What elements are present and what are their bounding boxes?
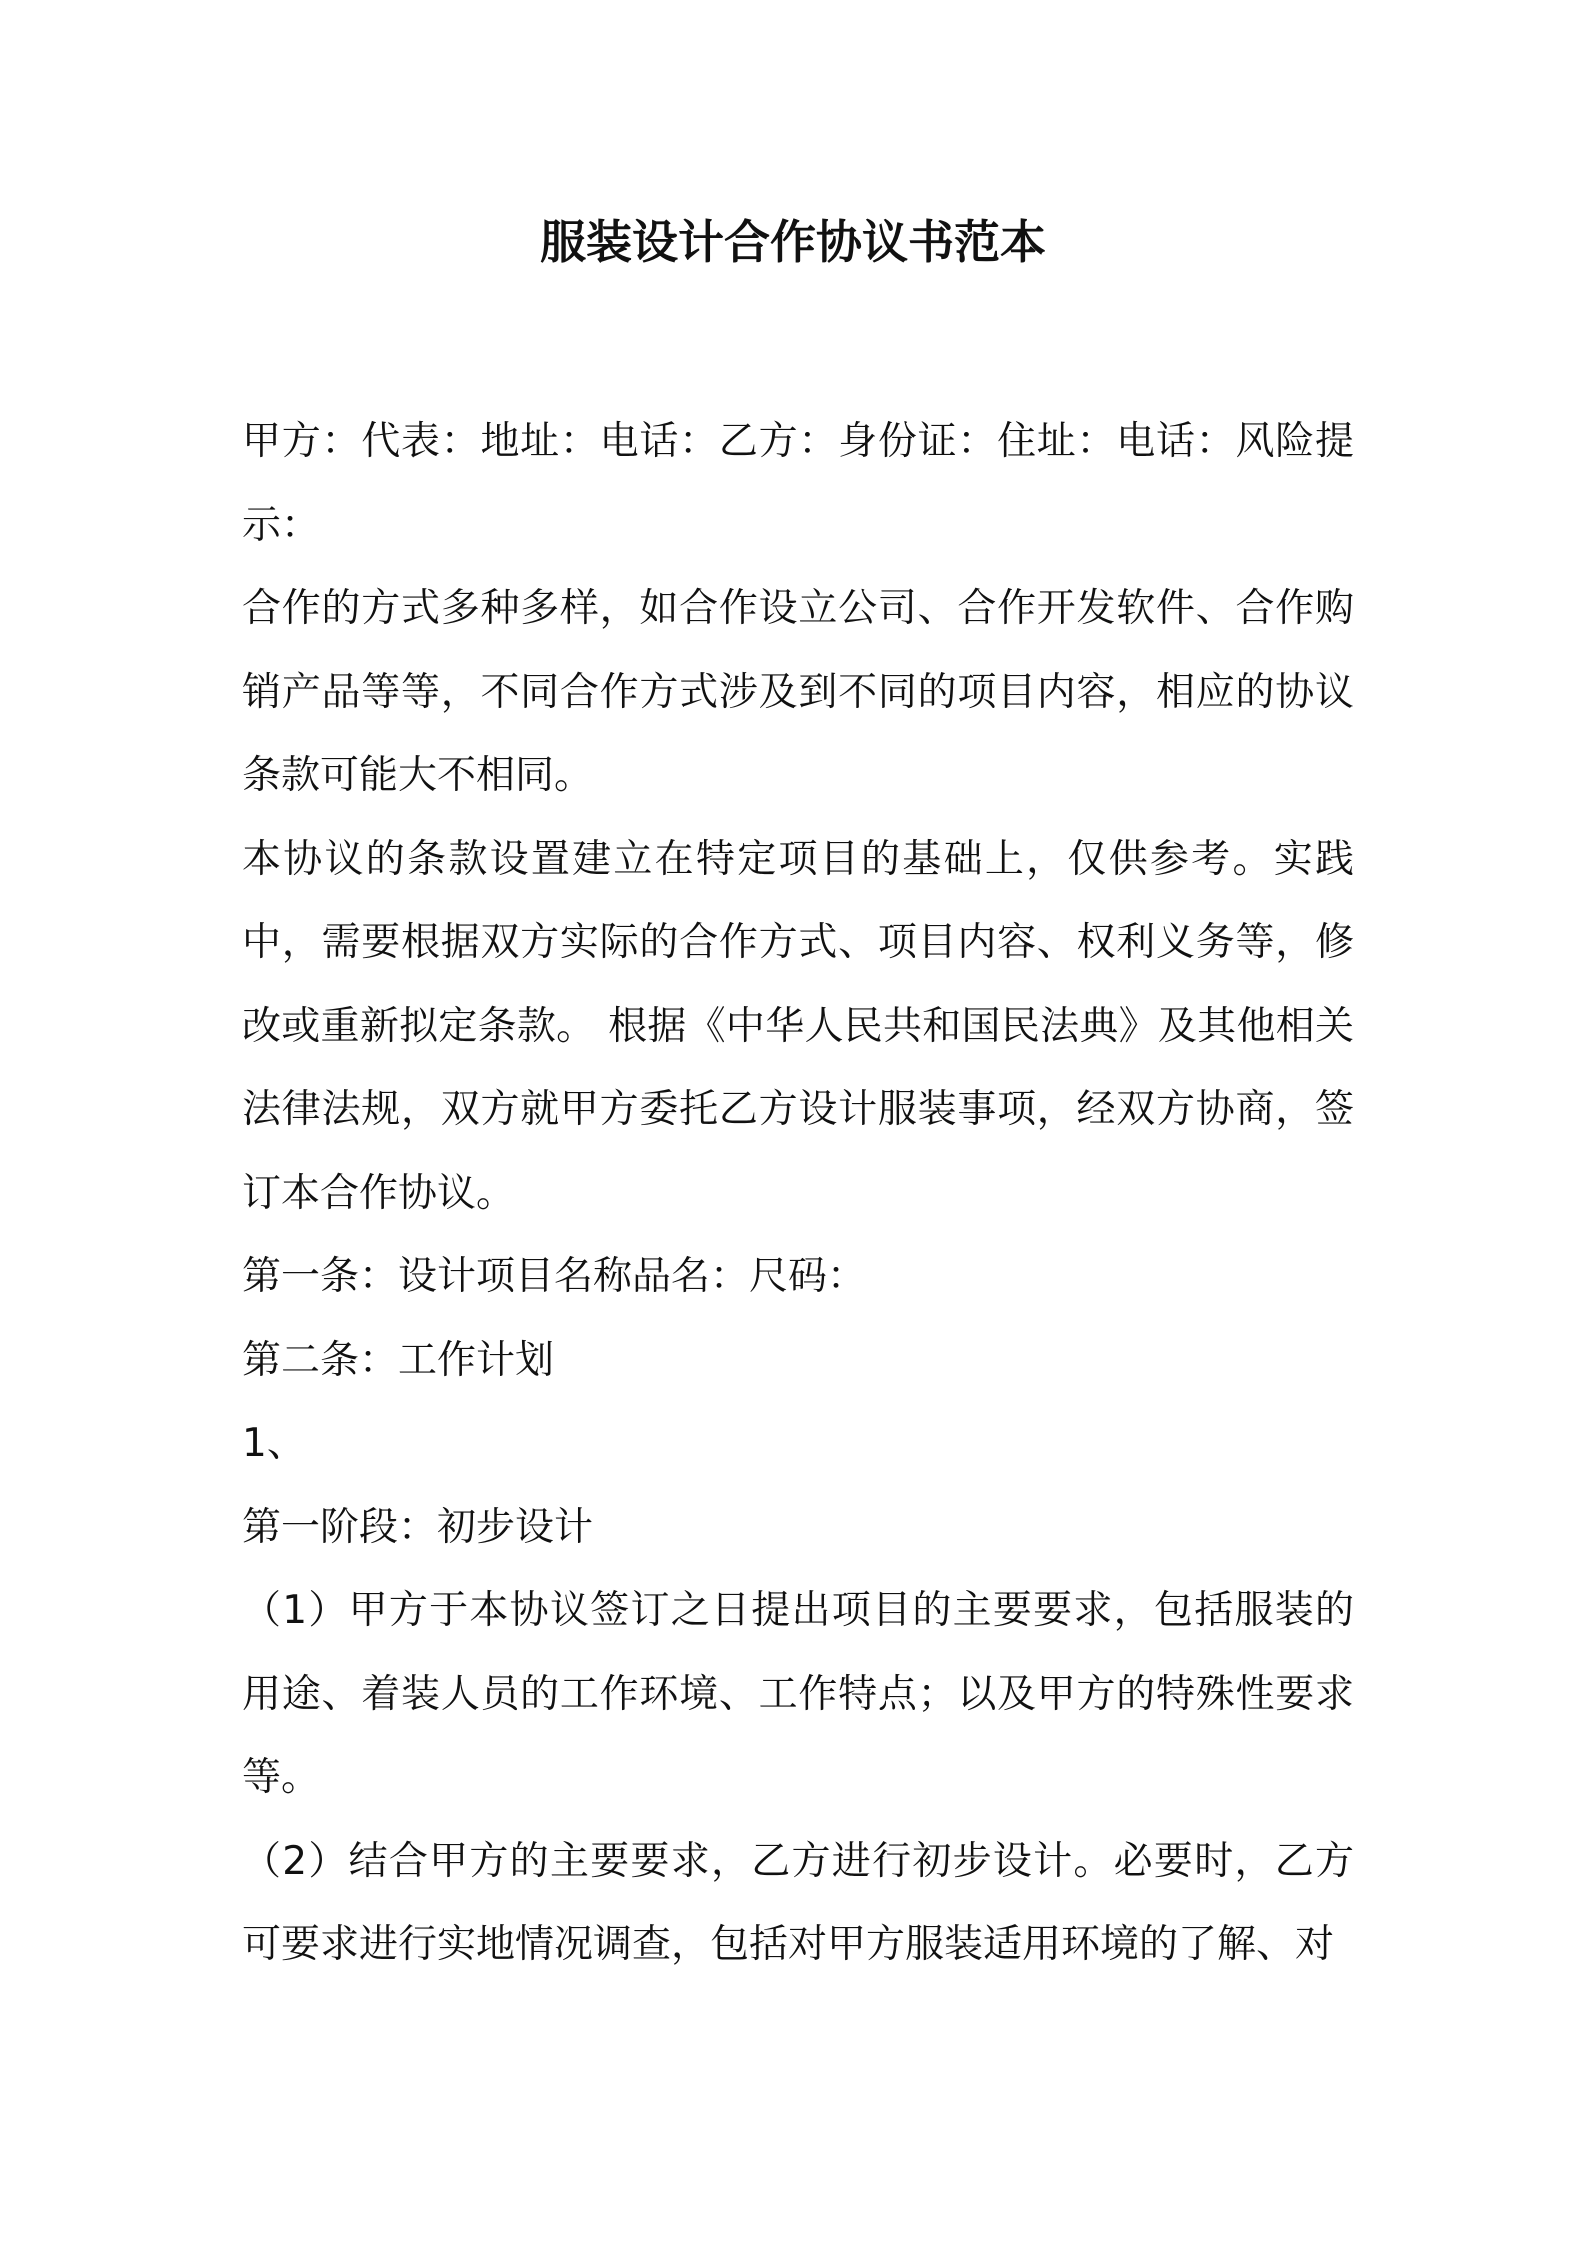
preamble-paragraph: 本协议的条款设置建立在特定项目的基础上，仅供参考。实践中，需要根据双方实际的合作方式、项目内容、权利义务等，修改或重新拟定条款。 根据《中华人民共和国民法典》及其他相关法律法规，双方就甲方委托乙方设计服装事项，经双方协商，签订本合作协议。 bbox=[242, 836, 1354, 1216]
parties-paragraph: 甲方：代表：地址：电话：乙方：身份证：住址：电话：风险提示： bbox=[242, 419, 1354, 548]
list-number: 1、 bbox=[242, 1421, 306, 1466]
document-body bbox=[242, 400, 1354, 1987]
clause-2-paragraph: （2）结合甲方的主要要求，乙方进行初步设计。必要时，乙方可要求进行实地情况调查，包括对甲方服装适用环境的了解、对 bbox=[242, 1838, 1354, 1967]
document-title: 服装设计合作协议书范本 bbox=[540, 215, 1046, 269]
risk-note-paragraph: 合作的方式多种多样，如合作设立公司、合作开发软件、合作购销产品等等，不同合作方式涉及到不同的项目内容，相应的协议条款可能大不相同。 bbox=[242, 586, 1354, 798]
phase-one-heading: 第一阶段：初步设计 bbox=[242, 1504, 594, 1550]
article-one-heading: 第一条：设计项目名称品名：尺码： bbox=[242, 1254, 867, 1299]
clause-1-paragraph: （1）甲方于本协议签订之日提出项目的主要要求，包括服装的用途、着装人员的工作环境、工作特点；以及甲方的特殊性要求等。 bbox=[242, 1588, 1354, 1800]
article-two-heading: 第二条：工作计划 bbox=[242, 1337, 555, 1383]
